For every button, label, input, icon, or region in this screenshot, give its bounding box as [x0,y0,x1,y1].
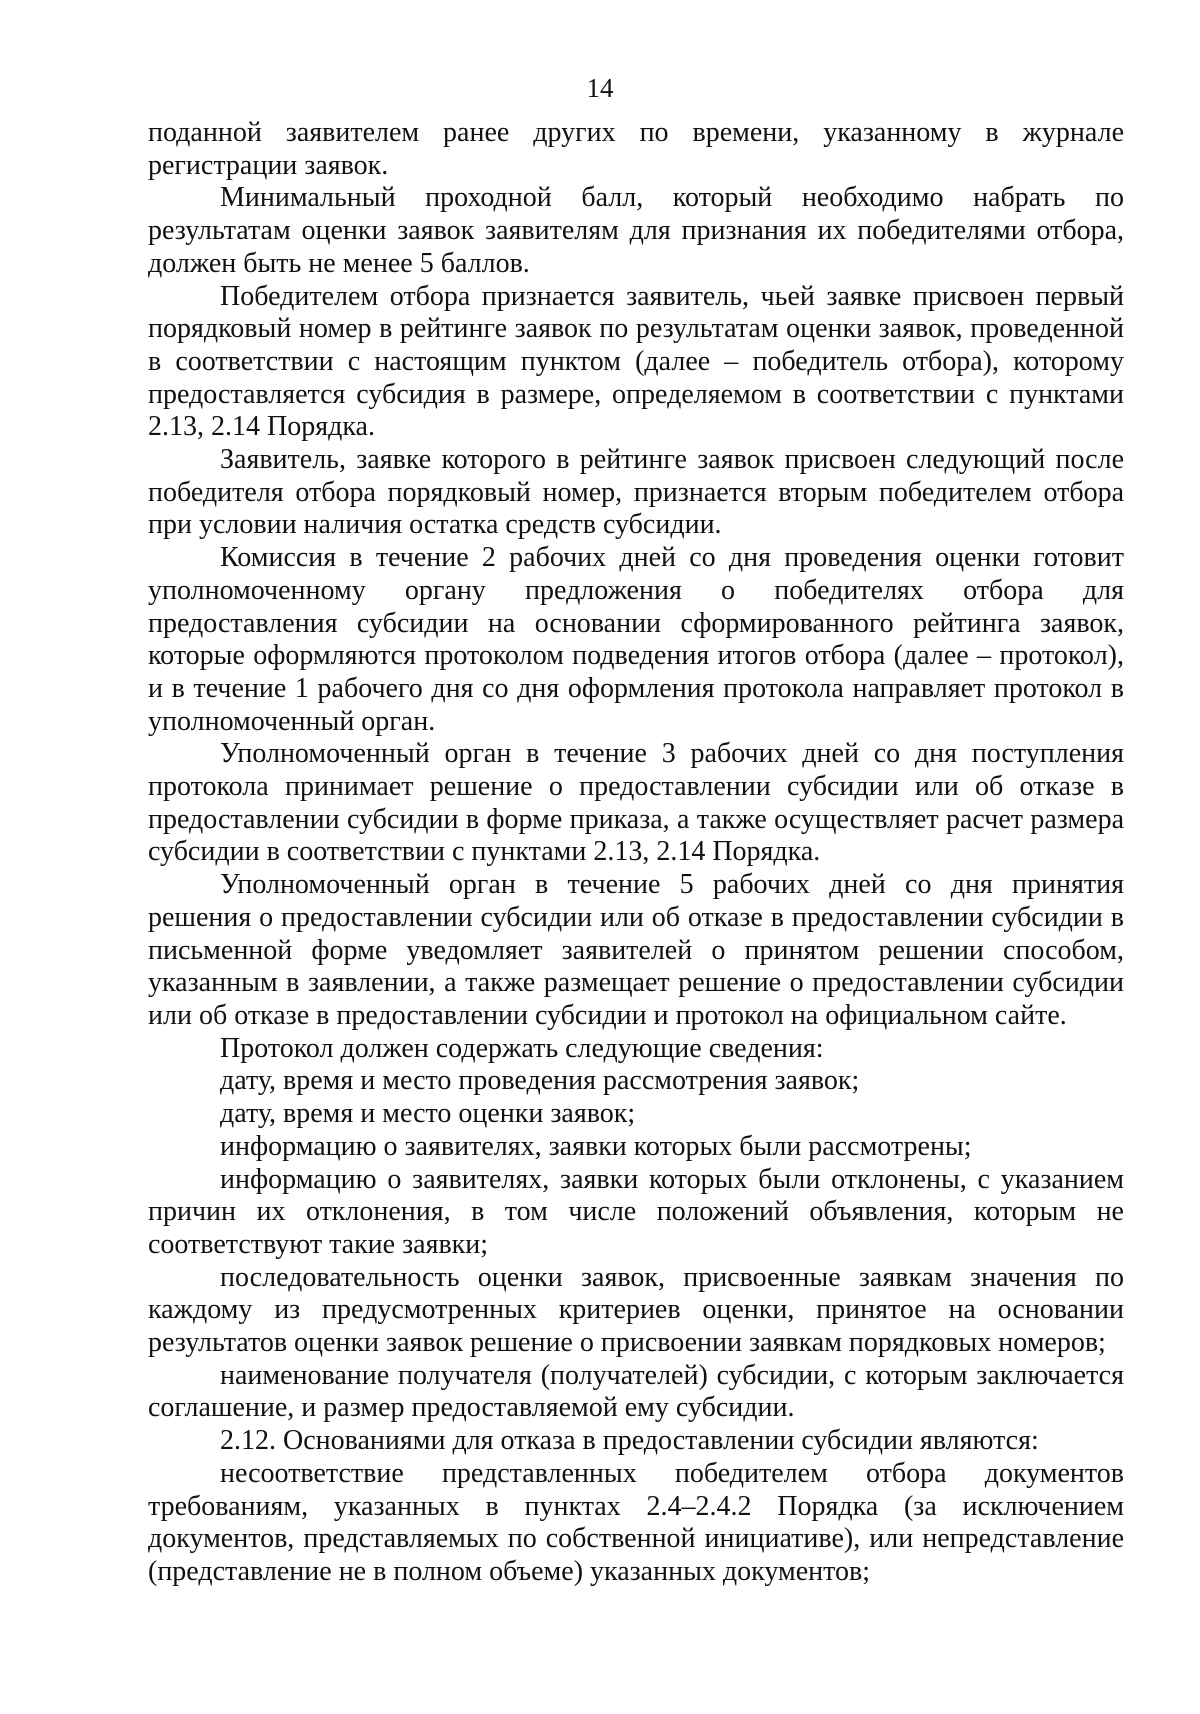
list-item: дату, время и место проведения рассмотрения заявок; [220,1065,860,1097]
section-heading-paragraph: 2.12. Основаниями для отказа в предоставлении субсидии являются: [220,1425,1039,1457]
list-item: информацию о заявителях, заявки которых были отклонены, с указанием причин их отклонения, в том числе положений объявления, которым не соответствуют такие заявки; [148,1163,1124,1260]
list-item: информацию о заявителях, заявки которых были рассмотрены; [220,1130,972,1162]
page-number: 14 [586,73,614,103]
paragraph: Заявитель, заявке которого в рейтинге заявок присвоен следующий после победителя отбора порядковый номер, признается вторым победителем отбора при условии наличия остатка средств субсидии. [148,444,1124,541]
paragraph: поданной заявителем ранее других по времени, указанному в журнале регистрации заявок. [148,117,1124,181]
document-body [148,117,1124,1589]
paragraph: Уполномоченный орган в течение 3 рабочих дней со дня поступления протокола принимает решение о предоставлении субсидии или об отказе в предоставлении субсидии в форме приказа, а также осуществляет расчет размера субсидии в соответствии с пунктами 2.13, 2.14 Порядка. [148,738,1124,868]
list-item: дату, время и место оценки заявок; [220,1098,636,1130]
list-item: последовательность оценки заявок, присвоенные заявкам значения по каждому из предусмотренных критериев оценки, принятое на основании результатов оценки заявок решение о присвоении заявкам порядковых номеров; [148,1261,1124,1359]
paragraph: Комиссия в течение 2 рабочих дней со дня проведения оценки готовит уполномоченному органу предложения о победителях отбора для предоставления субсидии на основании сформированного рейтинга заявок, которые оформляются протоколом подведения итогов отбора (далее – протокол), и в течение 1 рабочего дня со дня оформления протокола направляет протокол в уполномоченный орган. [148,542,1124,737]
paragraph: Уполномоченный орган в течение 5 рабочих дней со дня принятия решения о предоставлении субсидии или об отказе в предоставлении субсидии в письменной форме уведомляет заявителей о принятом решении способом, указанным в заявлении, а также размещает решение о предоставлении субсидии или об отказе в предоставлении субсидии и протокол на официальном сайте. [148,869,1124,1031]
list-item: несоответствие представленных победителем отбора документов требованиям, указанных в пунктах 2.4–2.4.2 Порядка (за исключением документов, представляемых по собственной инициативе), или непредставление (представление не в полном объеме) указанных документов; [148,1457,1124,1587]
paragraph: Победителем отбора признается заявитель, чьей заявке присвоен первый порядковый номер в рейтинге заявок по результатам оценки заявок, проведенной в соответствии с настоящим пунктом (далее – победитель отбора), которому предоставляется субсидия в размере, определяемом в соответствии с пунктами 2.13, 2.14 Порядка. [148,280,1124,443]
paragraph: Протокол должен содержать следующие сведения: [220,1032,824,1064]
list-item: наименование получателя (получателей) субсидии, с которым заключается соглашение, и размер предоставляемой ему субсидии. [148,1359,1124,1424]
paragraph: Минимальный проходной балл, который необходимо набрать по результатам оценки заявок заявителям для признания их победителями отбора, должен быть не менее 5 баллов. [148,182,1124,279]
